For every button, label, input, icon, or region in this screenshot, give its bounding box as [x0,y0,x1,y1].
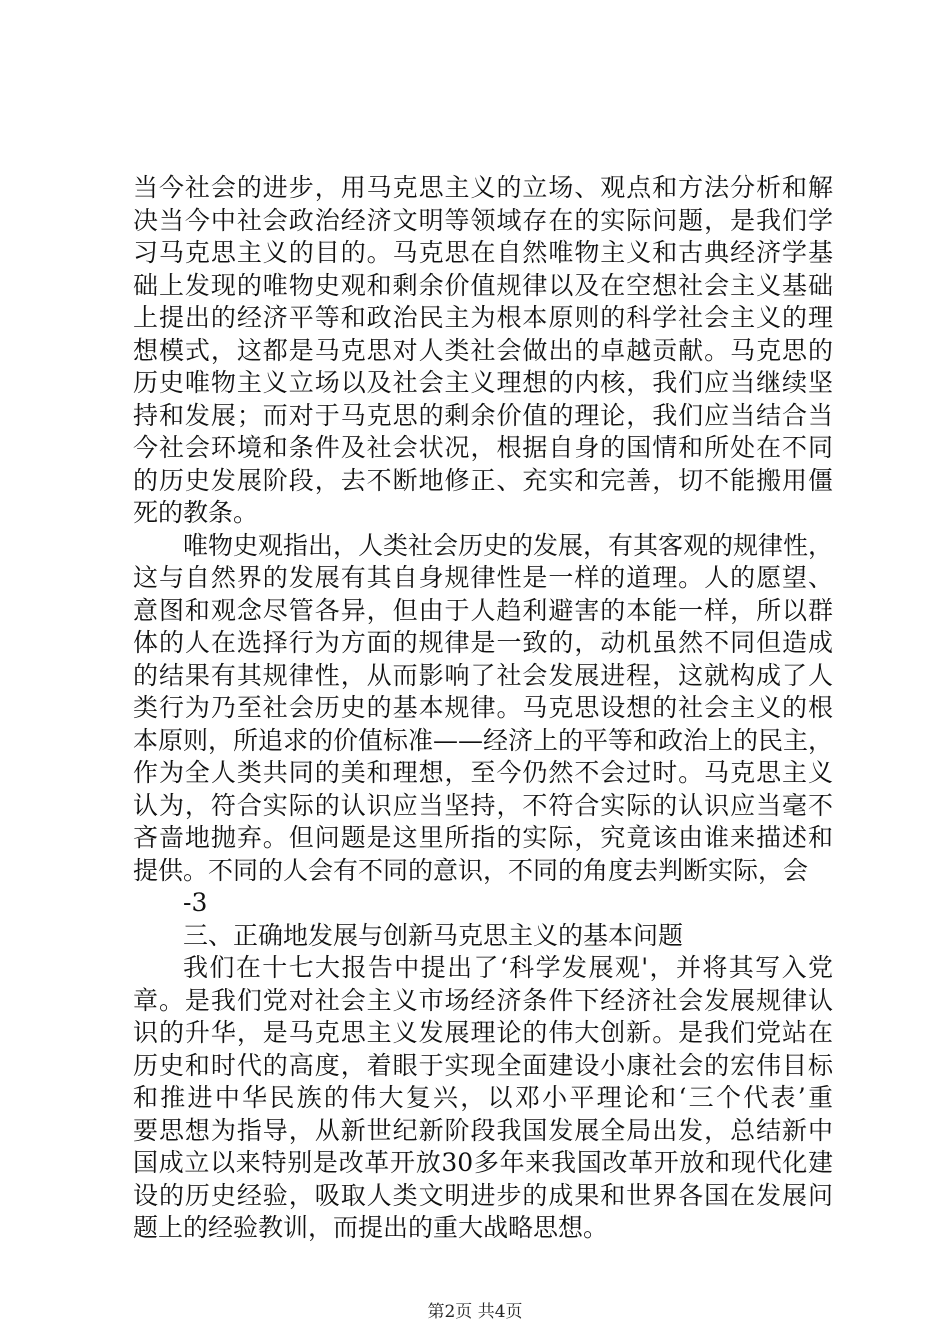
paragraph [133,920,833,953]
text-line: 吝啬地抛弃。但问题是这里所指的实际，究竟该由谁来描述和 [133,823,833,852]
text-line: 唯物史观指出，人类社会历史的发展，有其客观的规律性， [183,530,834,560]
text-line: 死的教条。 [133,498,259,527]
text-line: 国成立以来特别是改革开放30多年来我国改革开放和现代化建 [133,1148,833,1177]
paragraph [133,530,833,888]
text-line: 想模式，这都是马克思对人类社会做出的卓越贡献。马克思的 [133,335,833,365]
text-line: 上提出的经济平等和政治民主为根本原则的科学社会主义的理 [133,303,833,332]
text-line: 历史唯物主义立场以及社会主义理想的内核，我们应当继续坚 [133,368,833,397]
text-line: 的结果有其规律性，从而影响了社会发展进程，这就构成了人 [133,660,833,690]
text-line: 本原则，所追求的价值标准——经济上的平等和政治上的民主， [133,725,834,755]
text-line: 和推进中华民族的伟大复兴，以邓小平理论和‘三个代表’重 [133,1083,833,1112]
text-line: 要思想为指导，从新世纪新阶段我国发展全局出发，总结新中 [133,1115,833,1145]
text-line: 的历史发展阶段，去不断地修正、充实和完善，切不能搬用僵 [133,465,833,495]
text-line: 今社会环境和条件及社会状况，根据自身的国情和所处在不同 [133,433,833,462]
text-line: 历史和时代的高度，着眼于实现全面建设小康社会的宏伟目标 [133,1050,833,1080]
text-line: 题上的经验教训，而提出的重大战略思想。 [133,1213,609,1242]
text-line: 决当今中社会政治经济文明等领域存在的实际问题，是我们学 [133,205,833,235]
text-line: 我们在十七大报告中提出了‘科学发展观'，并将其写入党 [183,953,833,982]
paragraph [133,887,833,920]
text-line: 习马克思主义的目的。马克思在自然唯物主义和古典经济学基 [133,238,833,267]
text-line: 认为，符合实际的认识应当坚持，不符合实际的认识应当毫不 [133,790,833,820]
text-line: 三、正确地发展与创新马克思主义的基本问题 [183,920,684,950]
text-line: 意图和观念尽管各异，但由于人趋利避害的本能一样，所以群 [133,595,833,625]
page-number-indicator: 第2页 共4页 [427,1302,523,1322]
text-line: 提供。不同的人会有不同的意识，不同的角度去判断实际，会 [133,855,809,885]
text-line: 持和发展；而对于马克思的剩余价值的理论，我们应当结合当 [133,400,833,430]
paragraph [133,952,833,1245]
text-line: 作为全人类共同的美和理想，至今仍然不会过时。马克思主义 [133,758,833,787]
document-body [133,172,833,1245]
paragraph [133,172,833,530]
text-line: 当今社会的进步，用马克思主义的立场、观点和方法分析和解 [133,173,833,202]
text-line: 这与自然界的发展有其自身规律性是一样的道理。人的愿望、 [133,563,833,592]
text-line: 础上发现的唯物史观和剩余价值规律以及在空想社会主义基础 [133,270,833,300]
text-line: 类行为乃至社会历史的基本规律。马克思设想的社会主义的根 [133,693,833,722]
text-line: 体的人在选择行为方面的规律是一致的，动机虽然不同但造成 [133,628,833,657]
text-line: 识的升华，是马克思主义发展理论的伟大创新。是我们党站在 [133,1018,833,1047]
page-footer [0,1297,950,1322]
text-line: -3 [183,888,208,917]
text-line: 设的历史经验，吸取人类文明进步的成果和世界各国在发展问 [133,1180,833,1210]
text-line: 章。是我们党对社会主义市场经济条件下经济社会发展规律认 [133,985,833,1015]
